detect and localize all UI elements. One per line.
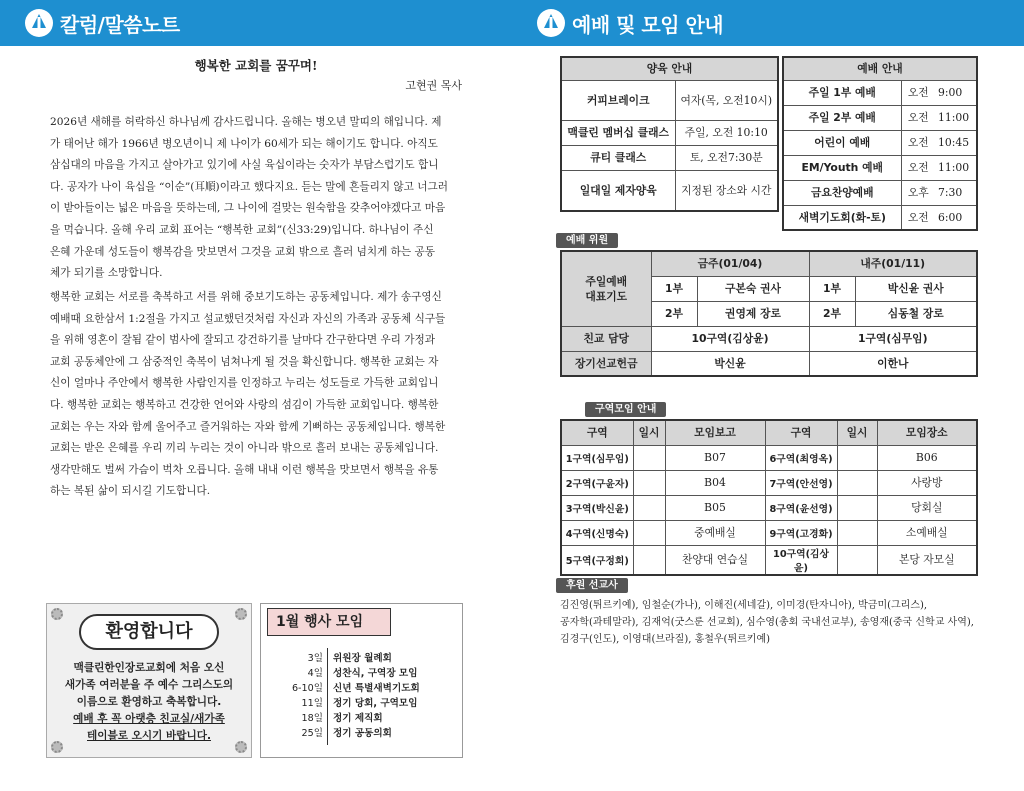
district-name: 6구역(최영옥)	[765, 445, 837, 470]
column-author: 고현권 목사	[405, 79, 462, 92]
flower-icon	[51, 608, 63, 620]
district-name: 10구역(김상윤)	[765, 545, 837, 575]
welcome-line: 테이블로 오시기 바랍니다.	[87, 730, 211, 742]
fellowship-next-week: 1구역(심무임)	[809, 326, 977, 351]
missionaries-line: 공자학(과테말라), 김재억(굿스룬 선교회), 심수영(총회 국내선교부), 송영재(중국 신학교 사역),	[560, 617, 974, 628]
church-logo-icon	[22, 8, 56, 38]
events-divider	[327, 648, 328, 745]
missionaries-list	[560, 597, 1000, 648]
next-week-part2: 심동철 장로	[855, 301, 977, 326]
worship-time: 6:00	[935, 205, 977, 230]
worship-name: 주일 1부 예배	[783, 80, 901, 105]
left-header-bar	[0, 0, 512, 46]
part-label: 2부	[809, 301, 855, 326]
worship-ampm: 오전	[901, 130, 935, 155]
column-title: 행복한 교회를 꿈꾸며!	[194, 58, 318, 73]
welcome-box	[46, 603, 252, 758]
welcome-line: 이름으로 환영하고 축복합니다.	[76, 696, 222, 708]
this-week-part1: 구본숙 권사	[697, 276, 809, 301]
district-place: B05	[665, 495, 765, 520]
event-name: 정기 당회, 구역모임	[333, 698, 418, 709]
district-time	[633, 470, 665, 495]
event-name: 정기 제직회	[333, 713, 383, 724]
text-line: 이 받아들이는 넓은 마음을 뜻하는데, 그 나이에 걸맞는 원숙함을 갖추어야겠다고 마음	[50, 202, 446, 215]
district-time	[633, 445, 665, 470]
district-name: 9구역(고경화)	[765, 520, 837, 545]
district-table	[560, 419, 978, 576]
district-time	[837, 545, 877, 575]
text-line: 을 위해 영혼이 잘됨 같이 범사에 잘되고 강건하기를 날마다 간구한다면 우리 가정과	[50, 334, 435, 347]
text-line: 을 먹습니다. 올해 우리 교회 표어는 “행복한 교회”(신33:29)입니다. 하나님이 주신	[50, 223, 434, 236]
nurture-name: 맥클린 멤버십 클래스	[561, 120, 675, 145]
church-logo-icon	[534, 8, 568, 38]
nurture-header: 양육 안내	[561, 57, 778, 80]
district-time	[633, 545, 665, 575]
nurture-time: 토, 오전7:30분	[675, 145, 778, 170]
welcome-message	[53, 660, 245, 745]
text-line: 교회는 받은 은혜를 우리 끼리 누리는 것이 아니라 밖으로 흘러 보내는 공동체입니다.	[50, 442, 439, 455]
district-place: 본당 자모실	[877, 545, 977, 575]
text-line: 생각만해도 벌써 가슴이 벅차 오릅니다. 올해 내내 이런 행복을 맛보면서 행복을 유통	[50, 463, 439, 476]
worship-ampm: 오전	[901, 105, 935, 130]
next-week-header: 내주(01/11)	[809, 251, 977, 276]
next-week-part1: 박신윤 권사	[855, 276, 977, 301]
worship-time: 9:00	[935, 80, 977, 105]
district-place: 사랑방	[877, 470, 977, 495]
welcome-line: 맥클린한인장로교회에 처음 오신	[73, 662, 225, 674]
text-line: 2026년 새해를 허락하신 하나님께 감사드립니다. 올해는 병오년 말띠의 해입니다. 제	[50, 116, 442, 128]
column-paragraph-1	[50, 112, 464, 285]
district-place: 소예배실	[877, 520, 977, 545]
worship-ampm: 오후	[901, 180, 935, 205]
district-name: 5구역(구정희)	[561, 545, 633, 575]
events-box	[260, 603, 463, 758]
part-label: 2부	[651, 301, 697, 326]
district-col-header: 일시	[837, 420, 877, 445]
part-label: 1부	[651, 276, 697, 301]
district-name: 4구역(신명숙)	[561, 520, 633, 545]
text-line: 다. 행복한 교회는 행복하고 건강한 언어와 사랑의 섬김이 가득한 교회입니다. 행복한	[50, 398, 439, 411]
text-line: 신이 얼마나 주안에서 행복한 사람인지를 인정하고 누리는 성도들로 가득한 교회입니	[50, 377, 439, 390]
committee-pill: 예배 위원	[556, 233, 618, 248]
column-paragraph-2	[50, 287, 464, 503]
text-line: 교회는 우는 자와 함께 울어주고 즐거워하는 자와 함께 기뻐하는 공동체입니다. 행복한	[50, 420, 446, 433]
text-line: 하는 복된 삶이 되시길 기도합니다.	[50, 485, 211, 498]
district-col-header: 구역	[561, 420, 633, 445]
worship-name: 주일 2부 예배	[783, 105, 901, 130]
worship-ampm: 오전	[901, 205, 935, 230]
table-row	[561, 470, 977, 495]
district-col-header: 모임보고	[665, 420, 765, 445]
district-place: B04	[665, 470, 765, 495]
text-line: 은혜 가운데 성도들이 행복감을 맛보면서 그것을 교회 밖으로 흘러 넘치게 하는 공동	[50, 245, 435, 258]
text-line: 다. 공자가 나이 육십을 “이순”(耳順)이라고 했다지요. 듣는 말에 흔들리지 않고 너그러	[50, 180, 448, 193]
worship-time: 11:00	[935, 155, 977, 180]
district-time	[837, 495, 877, 520]
event-day: 18일	[301, 713, 323, 724]
nurture-name: 큐티 클래스	[561, 145, 675, 170]
worship-name: 금요찬양예배	[783, 180, 901, 205]
district-time	[837, 445, 877, 470]
worship-header: 예배 안내	[783, 57, 977, 80]
worship-table	[782, 56, 978, 231]
part-label: 1부	[809, 276, 855, 301]
worship-name: 어린이 예배	[783, 130, 901, 155]
prayer-label	[561, 251, 651, 326]
worship-time: 7:30	[935, 180, 977, 205]
worship-name: EM/Youth 예배	[783, 155, 901, 180]
prayer-label-line: 대표기도	[585, 289, 628, 303]
district-name: 7구역(안선영)	[765, 470, 837, 495]
prayer-label-line: 주일예배	[585, 274, 628, 288]
district-name: 3구역(박신윤)	[561, 495, 633, 520]
this-week-header: 금주(01/04)	[651, 251, 809, 276]
event-day: 3일	[307, 653, 323, 664]
event-name: 성찬식, 구역장 모임	[333, 668, 418, 679]
welcome-title: 환영합니다	[79, 614, 219, 650]
welcome-line: 새가족 여러분을 주 예수 그리스도의	[64, 679, 234, 691]
nurture-name: 커피브레이크	[561, 80, 675, 120]
missionaries-pill: 후원 선교사	[556, 578, 628, 593]
nurture-time: 여자(목, 오전10시)	[675, 80, 778, 120]
right-header-title: 예배 및 모임 안내	[572, 13, 724, 37]
nurture-name: 일대일 제자양육	[561, 170, 675, 211]
missionaries-line: 김진영(튀르키예), 임철순(가나), 이해진(세네갈), 이미경(탄자니아), 박금미(그리스),	[560, 600, 928, 611]
worship-name: 새벽기도회(화-토)	[783, 205, 901, 230]
text-line: 예배때 요한삼서 1:2절을 가지고 설교했던것처럼 자신과 자신의 가족과 공동체 식구들	[50, 312, 446, 325]
fellowship-this-week: 10구역(김상윤)	[651, 326, 809, 351]
event-day: 6-10일	[291, 683, 323, 694]
table-row	[561, 495, 977, 520]
district-col-header: 구역	[765, 420, 837, 445]
left-header-title: 칼럼/말씀노트	[60, 13, 180, 37]
mission-next-week: 이한나	[809, 351, 977, 376]
worship-time: 10:45	[935, 130, 977, 155]
mission-offering-label: 장기선교헌금	[561, 351, 651, 376]
district-time	[633, 520, 665, 545]
text-line: 삼십대의 마음을 가지고 살아가고 있기에 사실 육십이라는 숫자가 부담스럽기도 합니	[50, 159, 439, 172]
district-name: 2구역(구윤자)	[561, 470, 633, 495]
district-col-header: 모임장소	[877, 420, 977, 445]
nurture-time: 주일, 오전 10:10	[675, 120, 778, 145]
text-line: 행복한 교회는 서로를 축복하고 서를 위해 중보기도하는 공동체입니다. 제가 송구영신	[50, 291, 442, 303]
welcome-line: 예배 후 꼭 아랫층 친교실/새가족	[73, 713, 225, 725]
district-name: 8구역(윤선영)	[765, 495, 837, 520]
worship-time: 11:00	[935, 105, 977, 130]
event-day: 4일	[307, 668, 323, 679]
district-pill: 구역모임 안내	[585, 402, 666, 417]
district-place: B06	[877, 445, 977, 470]
table-row	[561, 520, 977, 545]
missionaries-line: 김경구(인도), 이영대(브라질), 홍철우(튀르키예)	[560, 634, 771, 645]
nurture-table	[560, 56, 779, 212]
event-name: 신년 특별새벽기도회	[333, 683, 420, 694]
district-place: B07	[665, 445, 765, 470]
text-line: 가 태어난 해가 1966년 병오년이니 제 나이가 60세가 되는 해이기도 합니다. 아직도	[50, 137, 438, 150]
district-name: 1구역(심무임)	[561, 445, 633, 470]
flower-icon	[235, 608, 247, 620]
nurture-time: 지정된 장소와 시간	[675, 170, 778, 211]
table-row	[561, 445, 977, 470]
committee-table	[560, 250, 978, 377]
district-col-header: 일시	[633, 420, 665, 445]
text-line: 체가 되기를 소망합니다.	[50, 267, 163, 280]
event-name: 위원장 월례회	[333, 653, 392, 664]
district-time	[837, 520, 877, 545]
mission-this-week: 박신윤	[651, 351, 809, 376]
text-line: 교회 공동체안에 그 삼중적인 축복이 넘쳐나게 될 것을 확신합니다. 행복한 교회는 자	[50, 355, 439, 368]
district-place: 찬양대 연습실	[665, 545, 765, 575]
district-time	[633, 495, 665, 520]
district-place: 당회실	[877, 495, 977, 520]
table-row	[561, 545, 977, 575]
event-day: 11일	[301, 698, 323, 709]
district-place: 중예배실	[665, 520, 765, 545]
event-day: 25일	[301, 728, 323, 739]
this-week-part2: 권영제 장로	[697, 301, 809, 326]
event-name: 정기 공동의회	[333, 728, 392, 739]
district-time	[837, 470, 877, 495]
worship-ampm: 오전	[901, 155, 935, 180]
fellowship-label: 친교 담당	[561, 326, 651, 351]
worship-ampm: 오전	[901, 80, 935, 105]
events-title: 1월 행사 모임	[267, 608, 391, 636]
right-header-bar	[512, 0, 1024, 46]
